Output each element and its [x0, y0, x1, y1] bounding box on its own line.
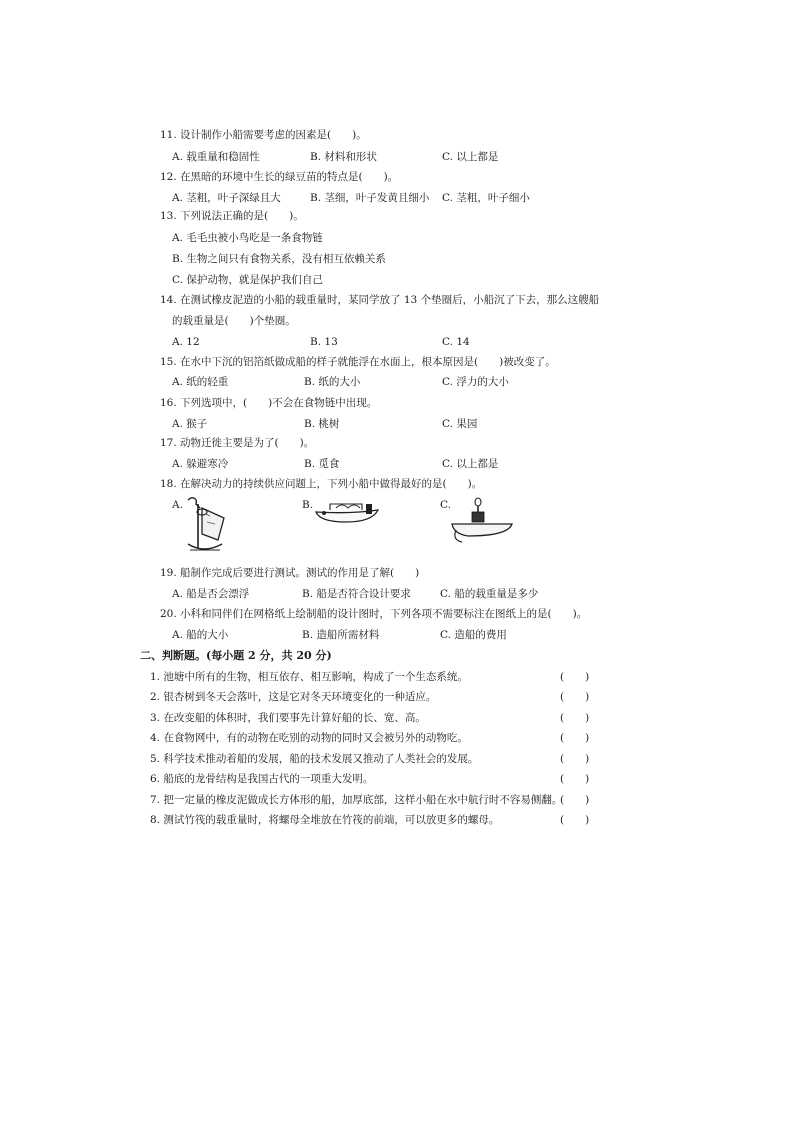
judge-item-8-answer-bracket[interactable]: ( ) [560, 814, 590, 826]
question-14-stem-continued: 的载重量是( )个垫圈。 [172, 315, 296, 327]
question-14-stem: 14. 在测试橡皮泥造的小船的载重量时，某同学放了 13 个垫圈后，小船沉了下去，那么这艘船 [160, 294, 600, 306]
question-11-stem: 11. 设计制作小船需要考虑的因素是( )。 [160, 129, 367, 141]
question-11-option-c: C. 以上都是 [442, 151, 499, 163]
question-14-option-b: B. 13 [310, 336, 338, 348]
question-15-stem: 15. 在水中下沉的铝箔纸做成船的样子就能浮在水面上，根本原因是( )被改变了。 [160, 356, 556, 368]
question-18-option-c: C. [440, 499, 451, 511]
question-20-stem: 20. 小科和同伴们在网格纸上绘制船的设计图时，下列各项不需要标注在图纸上的是( )。 [160, 608, 588, 620]
question-19-option-a: A. 船是否会漂浮 [172, 588, 250, 600]
judge-item-6: 6. 船底的龙骨结构是我国古代的一项重大发明。 [150, 773, 374, 785]
question-19-stem: 19. 船制作完成后要进行测试。测试的作用是了解( ) [160, 567, 420, 579]
question-17-option-a: A. 躲避寒冷 [172, 458, 229, 470]
question-16-option-a: A. 猴子 [172, 418, 208, 430]
question-20-option-c: C. 造船的费用 [440, 629, 507, 641]
question-16-option-c: C. 果园 [442, 418, 478, 430]
question-12-option-b: B. 茎细，叶子发黄且细小 [310, 192, 430, 204]
judge-item-7-answer-bracket[interactable]: ( ) [560, 794, 590, 806]
question-15-option-a: A. 纸的轻重 [172, 376, 229, 388]
question-16-stem: 16. 下列选项中，( )不会在食物链中出现。 [160, 397, 378, 409]
judge-item-6-answer-bracket[interactable]: ( ) [560, 773, 590, 785]
question-19-option-c: C. 船的载重量是多少 [440, 588, 539, 600]
question-11-option-a: A. 载重量和稳固性 [172, 151, 260, 163]
boat-b-rubber-band-figure [312, 498, 382, 528]
question-20-option-b: B. 造船所需材料 [302, 629, 380, 641]
question-12-option-c: C. 茎粗，叶子细小 [442, 192, 530, 204]
question-17-option-b: B. 觅食 [304, 458, 340, 470]
question-15-option-b: B. 纸的大小 [304, 376, 361, 388]
question-14-option-a: A. 12 [172, 336, 200, 348]
judge-item-5: 5. 科学技术推动着船的发展，船的技术发展又推动了人类社会的发展。 [150, 753, 479, 765]
question-13-option-b: B. 生物之间只有食物关系，没有相互依赖关系 [172, 253, 386, 265]
question-19-option-b: B. 船是否符合设计要求 [302, 588, 411, 600]
question-15-option-c: C. 浮力的大小 [442, 376, 509, 388]
judge-item-1-answer-bracket[interactable]: ( ) [560, 671, 590, 683]
judge-item-2-answer-bracket[interactable]: ( ) [560, 691, 590, 703]
question-18-stem: 18. 在解决动力的持续供应问题上，下列小船中做得最好的是( )。 [160, 478, 483, 490]
judge-item-1: 1. 池塘中所有的生物，相互依存、相互影响，构成了一个生态系统。 [150, 671, 468, 683]
boat-c-motor-figure [448, 496, 520, 546]
question-17-stem: 17. 动物迁徙主要是为了( )。 [160, 437, 315, 449]
judge-item-3-answer-bracket[interactable]: ( ) [560, 712, 590, 724]
question-16-option-b: B. 桃树 [304, 418, 340, 430]
judge-item-4: 4. 在食物网中，有的动物在吃别的动物的同时又会被另外的动物吃。 [150, 732, 468, 744]
judge-item-2: 2. 银杏树到冬天会落叶，这是它对冬天环境变化的一种适应。 [150, 691, 437, 703]
boat-a-sail-figure [180, 494, 230, 556]
question-18-option-b: B. [302, 499, 314, 511]
question-20-option-a: A. 船的大小 [172, 629, 229, 641]
question-11-option-b: B. 材料和形状 [310, 151, 377, 163]
judge-item-8: 8. 测试竹筏的载重量时，将螺母全堆放在竹筏的前端，可以放更多的螺母。 [150, 814, 500, 826]
question-13-stem: 13. 下列说法正确的是( )。 [160, 210, 304, 222]
judge-item-5-answer-bracket[interactable]: ( ) [560, 753, 590, 765]
question-13-option-a: A. 毛毛虫被小鸟吃是一条食物链 [172, 232, 323, 244]
question-13-option-c: C. 保护动物，就是保护我们自己 [172, 274, 323, 286]
judge-item-3: 3. 在改变船的体积时，我们要事先计算好船的长、宽、高。 [150, 712, 426, 724]
question-18-option-a: A. [172, 499, 183, 511]
judge-item-4-answer-bracket[interactable]: ( ) [560, 732, 590, 744]
judge-item-7: 7. 把一定量的橡皮泥做成长方体形的船，加厚底部，这样小船在水中航行时不容易侧翻。 [150, 794, 563, 806]
question-14-option-c: C. 14 [442, 336, 470, 348]
question-12-option-a: A. 茎粗，叶子深绿且大 [172, 192, 281, 204]
question-12-stem: 12. 在黑暗的环境中生长的绿豆苗的特点是( )。 [160, 171, 399, 183]
judge-section-heading: 二、判断题。(每小题 2 分，共 20 分) [140, 649, 332, 662]
question-17-option-c: C. 以上都是 [442, 458, 499, 470]
